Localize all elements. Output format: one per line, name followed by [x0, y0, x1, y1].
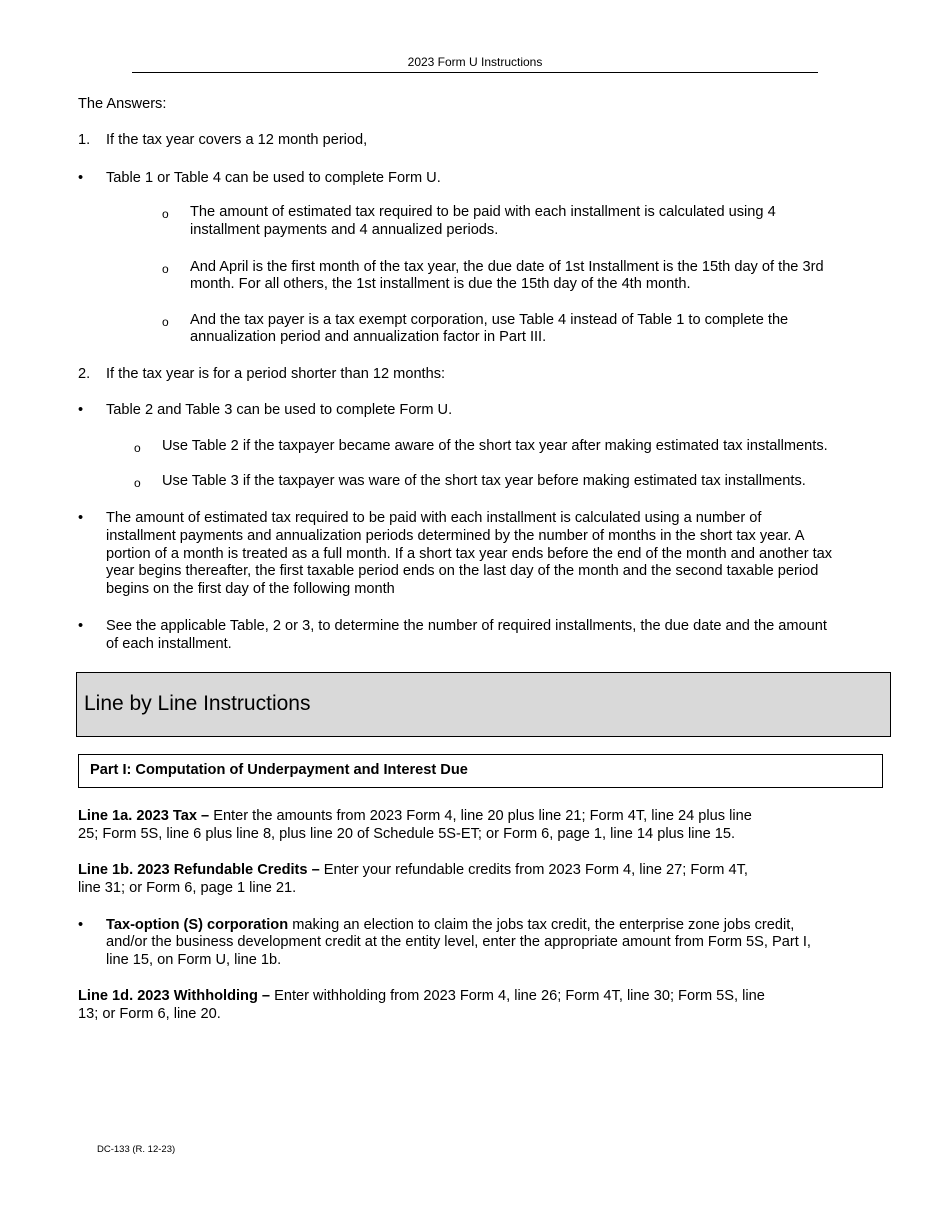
q2-number: 2. — [78, 366, 91, 382]
taxoption-label: Tax-option (S) corporation — [106, 917, 289, 933]
bullet-icon: • — [78, 917, 84, 933]
q2-sub1: Use Table 2 if the taxpayer became aware of the short tax year after making estimated tax installments. — [162, 438, 828, 454]
q2-sub2: Use Table 3 if the taxpayer was ware of the short tax year before making estimated tax installments. — [162, 473, 806, 489]
bullet-icon: • — [78, 402, 84, 418]
line1a-text1: Enter the amounts from 2023 Form 4, line 20 plus line 21; Form 4T, line 24 plus line — [209, 808, 752, 824]
footer-form-code: DC-133 (R. 12-23) — [97, 1144, 176, 1155]
bullet-icon: • — [78, 170, 84, 186]
q1-sub2-line2: month. For all others, the 1st installment is due the 15th day of the 4th month. — [190, 276, 691, 292]
line1d-text1: Enter withholding from 2023 Form 4, line 26; Form 4T, line 30; Form 5S, line — [270, 988, 765, 1004]
intro-heading: The Answers: — [78, 96, 167, 112]
q1-text: If the tax year covers a 12 month period, — [106, 132, 368, 148]
line1a-line1 — [78, 808, 752, 826]
line1b-line2: line 31; or Form 6, page 1 line 21. — [78, 880, 297, 896]
line1b-text1: Enter your refundable credits from 2023 Form 4, line 27; Form 4T, — [319, 862, 748, 878]
q2-bullet2-line4: year begins thereafter, the first taxable period ends on the last day of the month and the second taxable period — [106, 563, 819, 579]
q1-bullet-text: Table 1 or Table 4 can be used to complete Form U. — [106, 170, 441, 186]
line1b-label: Line 1b. 2023 Refundable Credits – — [78, 862, 320, 878]
circle-bullet-icon: o — [162, 207, 169, 221]
q1-number: 1. — [78, 132, 91, 148]
circle-bullet-icon: o — [162, 315, 169, 329]
header-rule — [132, 72, 818, 73]
q1-sub3-line2: annualization period and annualization factor in Part III. — [190, 329, 547, 345]
q2-text: If the tax year is for a period shorter than 12 months: — [106, 366, 446, 382]
taxoption-line3: line 15, on Form U, line 1b. — [106, 952, 282, 968]
taxoption-line1 — [106, 917, 794, 935]
part1-title: Part I: Computation of Underpayment and Interest Due — [90, 762, 468, 778]
q2-bullet2-line3: portion of a month is treated as a full month. If a short tax year ends before the end of the month and another tax — [106, 546, 833, 562]
line1d-line2: 13; or Form 6, line 20. — [78, 1006, 221, 1022]
q1-sub1-line1: The amount of estimated tax required to be paid with each installment is calculated using 4 — [190, 204, 776, 220]
line1d-label: Line 1d. 2023 Withholding – — [78, 988, 271, 1004]
bullet-icon: • — [78, 618, 84, 634]
q2-bullet2-line5: begins on the first day of the following month — [106, 581, 395, 597]
part1-header-box — [78, 754, 883, 788]
section-header-box — [76, 672, 891, 737]
q1-sub2-line1: And April is the first month of the tax year, the due date of 1st Installment is the 15th day of the 3rd — [190, 259, 824, 275]
section-title: Line by Line Instructions — [84, 692, 311, 715]
q2-bullet3-line2: of each installment. — [106, 636, 232, 652]
line1a-line2: 25; Form 5S, line 6 plus line 8, plus line 20 of Schedule 5S-ET; or Form 6, page 1, line 14 plus line 15. — [78, 826, 736, 842]
circle-bullet-icon: o — [162, 262, 169, 276]
q2-bullet2-line1: The amount of estimated tax required to be paid with each installment is calculated using a number of — [106, 510, 762, 526]
line1a-label: Line 1a. 2023 Tax – — [78, 808, 210, 824]
circle-bullet-icon: o — [134, 441, 141, 455]
page-header-title: 2023 Form U Instructions — [407, 55, 543, 69]
taxoption-text1: making an election to claim the jobs tax credit, the enterprise zone jobs credit, — [288, 917, 795, 933]
q2-bullet3-line1: See the applicable Table, 2 or 3, to determine the number of required installments, the due date and the amount — [106, 618, 827, 634]
bullet-icon: • — [78, 510, 84, 526]
q1-sub3-line1: And the tax payer is a tax exempt corporation, use Table 4 instead of Table 1 to complete the — [190, 312, 789, 328]
q1-sub1-line2: installment payments and 4 annualized periods. — [190, 222, 499, 238]
taxoption-line2: and/or the business development credit at the entity level, enter the appropriate amount from Form 5S, Part I, — [106, 934, 811, 950]
line1b-line1 — [78, 862, 748, 880]
q2-bullet2-line2: installment payments and annualization periods determined by the number of months in the short tax year. A — [106, 528, 805, 544]
circle-bullet-icon: o — [134, 476, 141, 490]
q2-bullet-text: Table 2 and Table 3 can be used to complete Form U. — [106, 402, 453, 418]
line1d-line1 — [78, 988, 765, 1006]
